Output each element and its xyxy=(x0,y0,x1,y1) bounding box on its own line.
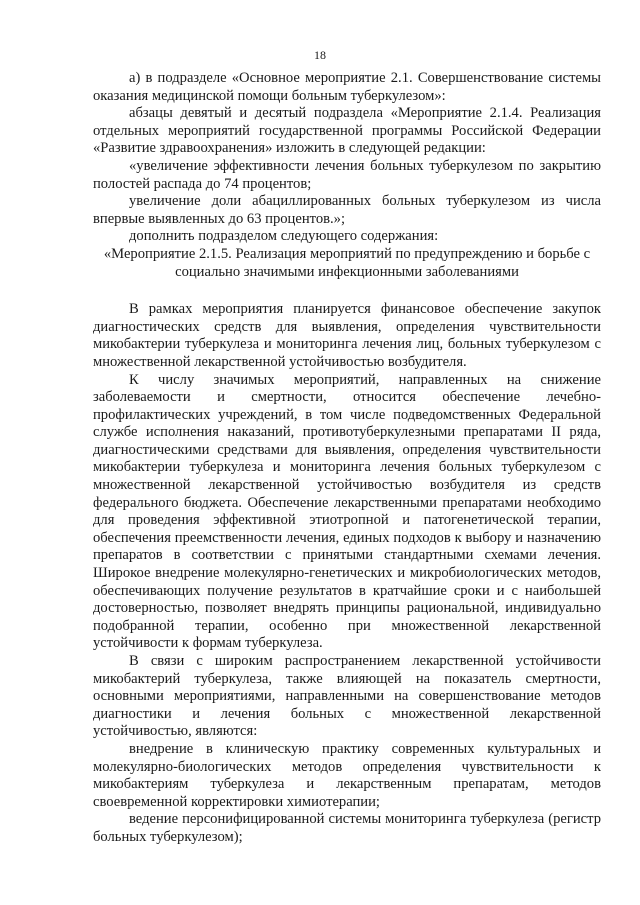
document-body xyxy=(93,70,601,847)
paragraph: увеличение доли абациллированных больных туберкулезом из числа впервые выявленных до 63 процентов.»; xyxy=(93,193,601,227)
paragraph: а) в подразделе «Основное мероприятие 2.1. Совершенствование системы оказания медицинской помощи больным туберкулезом»: xyxy=(93,70,601,104)
paragraph: «увеличение эффективности лечения больных туберкулезом по закрытию полостей распада до 74 процентов; xyxy=(93,157,601,192)
paragraph: дополнить подразделом следующего содержания: xyxy=(129,228,439,245)
paragraph: В связи с широким распространением лекарственной устойчивости микобактерий туберкулеза, также влияющей на показатель смертности, основными мероприятиями, направленными на совершенствование методов диагностики и лечения больных с множественной лекарственной устойчивостью, являются: xyxy=(93,653,601,740)
paragraph: К числу значимых мероприятий, направленных на снижение заболеваемости и смертности, относится обеспечение лечебно-профилактических учреждений, в том числе подведомственных Федеральной службе исполнения наказаний, противотуберкулезными препаратами II ряда, диагностическими средствами для выявления, определения чувствительности микобактерии туберкулеза и мониторинга лечения больных туберкулезом с множественной лекарственной устойчивостью возбудителя из средств федерального бюджета. Обеспечение лекарственными препаратами необходимо для проведения эффективной этиотропной и патогенетической терапии, обеспечения преемственности лечения, единых подходов к выбору и назначению препаратов в соответствии с принятыми стандартными схемами лечения. Широкое внедрение молекулярно-генетических и микробиологических методов, обеспечивающих получение результатов в кратчайшие сроки и с наибольшей достоверностью, позволяет внедрять принципы рациональной, индивидуально подобранной терапии, особенно при множественной лекарственной устойчивости к формам туберкулеза. xyxy=(93,371,601,652)
paragraph: абзацы девятый и десятый подраздела «Мероприятие 2.1.4. Реализация отдельных мероприятий государственной программы Российской Федерации «Развитие здравоохранения» изложить в следующей редакции: xyxy=(93,105,601,157)
paragraph: В рамках мероприятия планируется финансовое обеспечение закупок диагностических средств для выявления, определения чувствительности микобактерии туберкулеза и мониторинга лечения лиц, больных туберкулезом с множественной лекарственной устойчивостью возбудителя. xyxy=(93,301,601,370)
spacer xyxy=(93,281,601,301)
page-number: 18 xyxy=(314,48,326,62)
subsection-heading: «Мероприятие 2.1.5. Реализация мероприятий по предупреждению и борьбе с социально значимыми инфекционными заболеваниями xyxy=(103,245,591,280)
paragraph: ведение персонифицированной системы мониторинга туберкулеза (регистр больных туберкулезом); xyxy=(93,811,601,845)
paragraph: внедрение в клиническую практику современных культуральных и молекулярно-биологических методов определения чувствительности к микобактериям туберкулеза и лекарственным препаратам, методов своевременной корректировки химиотерапии; xyxy=(93,740,601,810)
